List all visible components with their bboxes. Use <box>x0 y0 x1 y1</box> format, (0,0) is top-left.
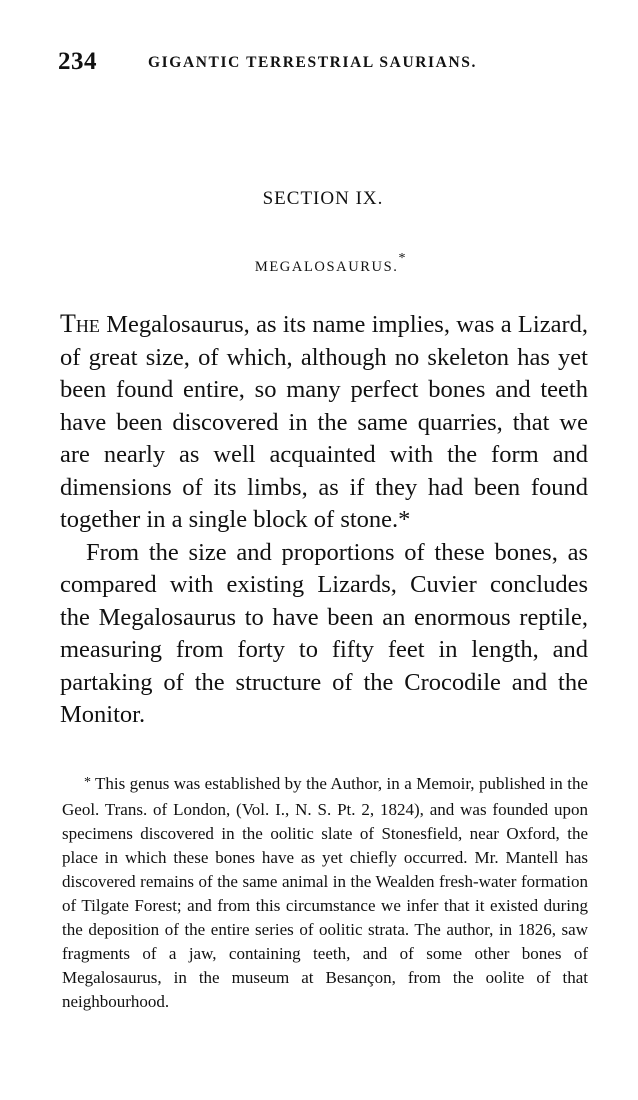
subject-heading <box>0 251 638 276</box>
page-number: 234 <box>58 48 97 75</box>
footnote-text: This genus was established by the Author, in a Memoir, published in the Geol. Trans. of London, (Vol. I., N. S. Pt. 2, 1824), and was founded upon specimens discovered in the oolitic slate of Stonesfield, near Oxford, the place in which these bones have as yet chiefly occurred. Mr. Mantell has discovered remains of the same animal in the Wealden fresh-water formation of Tilgate Forest; and from this circumstance we infer that it existed during the deposition of the entire series of oolitic strata. The author, in 1826, saw fragments of a jaw, containing teeth, and of some other bones of Megalosaurus, in the museum at Besançon, from the oolite of that neighbourhood. <box>62 774 588 1011</box>
paragraph-1-text: Megalosaurus, as its name implies, was a Lizard, of great size, of which, although no skeleton has yet been found entire, so many perfect bones and teeth have been discovered in the same quarries, that we are nearly as well acquainted with the form and dimensions of its limbs, as if they had been found together in a single block of stone.* <box>60 311 588 533</box>
paragraph-2: From the size and proportions of these bones, as compared with existing Lizards, Cuvier concludes the Megalosaurus to have been an enormous reptile, measuring from forty to fifty feet in length, and partaking of the structure of the Crocodile and the Monitor. <box>60 538 588 728</box>
footnote <box>62 772 588 1014</box>
paragraph-1-lead-word: The <box>60 309 100 338</box>
running-head <box>58 48 598 78</box>
body-text <box>60 308 588 732</box>
section-heading: SECTION IX. <box>262 188 384 209</box>
footnote-mark: * <box>84 775 91 790</box>
subject-footnote-mark: * <box>398 251 408 266</box>
footnote-paragraph <box>62 772 588 1014</box>
subject-title: MEGALOSAURUS. <box>254 258 399 275</box>
paragraph-1 <box>60 308 588 537</box>
running-title: GIGANTIC TERRESTRIAL SAURIANS. <box>148 54 477 71</box>
